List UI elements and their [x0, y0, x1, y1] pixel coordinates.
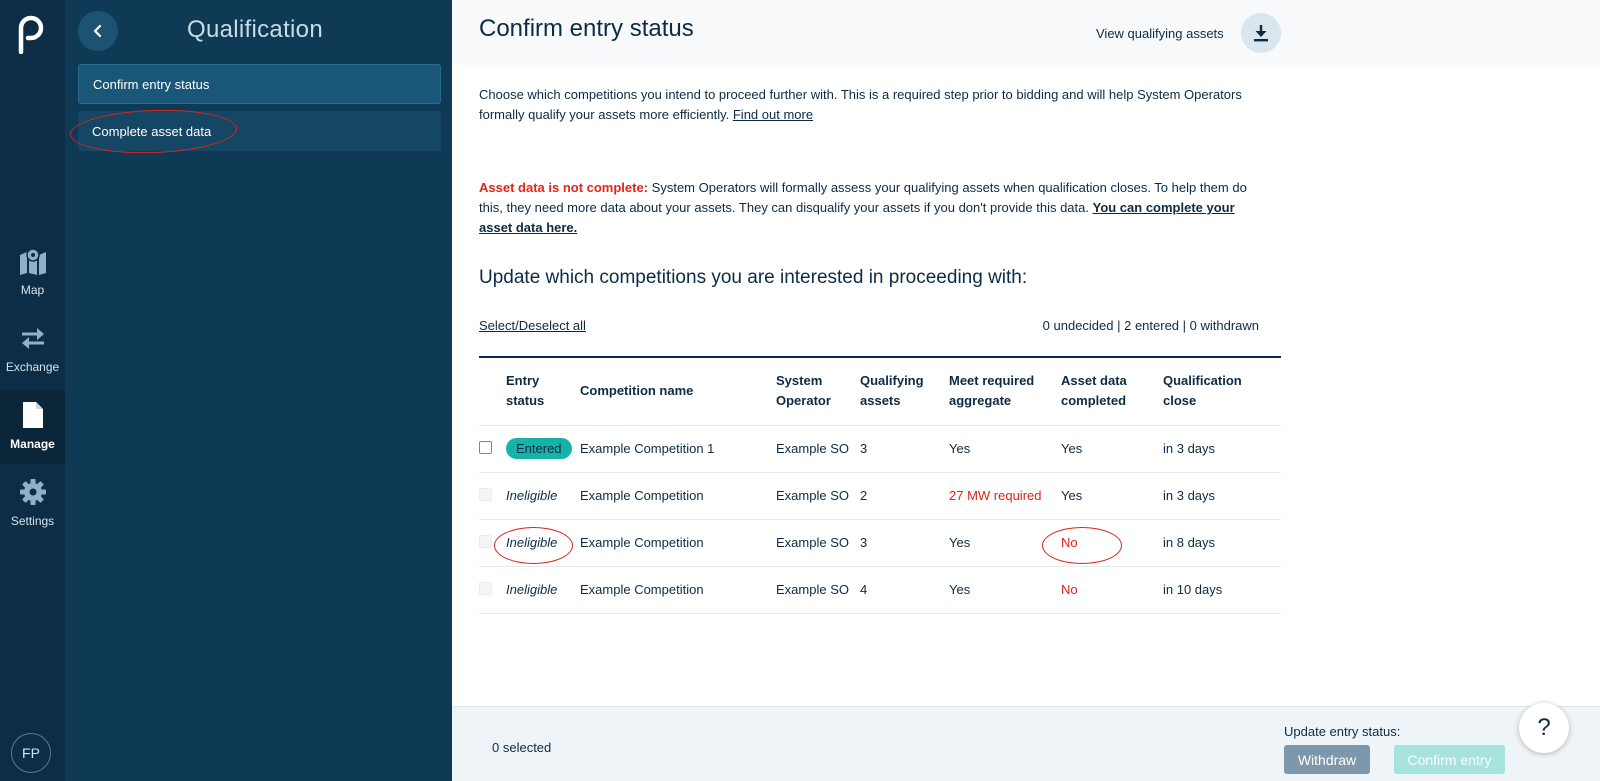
back-button[interactable]: [78, 11, 118, 51]
system-operator: Example SO: [776, 425, 860, 472]
header-entry-status: Entry status: [506, 373, 545, 409]
qualification-close: in 3 days: [1163, 425, 1281, 472]
nav-item-settings[interactable]: [0, 467, 65, 541]
header-system-operator: System Operator: [776, 373, 831, 409]
select-deselect-all-link[interactable]: Select/Deselect all: [479, 318, 586, 333]
sidebar-item-complete-asset-data[interactable]: Complete asset data: [78, 111, 441, 151]
chevron-left-icon: [92, 24, 104, 38]
asset-data-completed: Yes: [1061, 425, 1163, 472]
page-header: [452, 0, 1600, 65]
asset-data-warning: [479, 178, 1269, 238]
exchange-icon: [18, 323, 48, 353]
page-title: Confirm entry status: [479, 15, 694, 42]
system-operator: Example SO: [776, 519, 860, 566]
status-counts: 0 undecided | 2 entered | 0 withdrawn: [1042, 318, 1259, 333]
withdraw-button[interactable]: Withdraw: [1284, 745, 1370, 774]
qualification-close: in 3 days: [1163, 472, 1281, 519]
header-qualifying-assets: Qualifying assets: [860, 373, 924, 409]
table-row: [479, 566, 1281, 613]
header-qualification-close: Qualification close: [1163, 373, 1242, 409]
intro-text: [479, 85, 1279, 125]
header-competition-name: Competition name: [580, 383, 694, 399]
entry-status: Ineligible: [506, 519, 580, 566]
competition-name: Example Competition: [580, 519, 776, 566]
download-icon: [1253, 24, 1269, 42]
selected-count: 0 selected: [492, 740, 552, 755]
icon-rail: [0, 0, 65, 781]
update-entry-status-label: Update entry status:: [1284, 724, 1401, 739]
asset-data-completed: No: [1061, 566, 1163, 613]
row-checkbox: [479, 488, 492, 501]
nav-label-map: Map: [20, 283, 45, 297]
avatar[interactable]: FP: [11, 733, 51, 773]
qualifying-assets: 2: [860, 472, 949, 519]
nav-item-exchange[interactable]: [0, 313, 65, 387]
qualification-close: in 8 days: [1163, 519, 1281, 566]
complete-asset-data-link[interactable]: You can complete your asset data here.: [479, 200, 1235, 235]
table-header-row: [479, 357, 1281, 425]
header-meet-required-aggregate: Meet required aggregate: [949, 373, 1035, 409]
competition-name: Example Competition: [580, 566, 776, 613]
system-operator: Example SO: [776, 472, 860, 519]
download-button[interactable]: [1241, 13, 1281, 53]
header-checkbox: [479, 357, 506, 425]
intro-text-1: Choose which competitions you intend to proceed further with.: [479, 87, 838, 102]
qualifying-assets: 3: [860, 425, 949, 472]
confirm-entry-button[interactable]: Confirm entry: [1394, 745, 1505, 774]
sidebar-item-confirm-entry-status[interactable]: Confirm entry status: [78, 64, 441, 104]
document-icon: [18, 400, 48, 430]
competition-name: Example Competition 1: [580, 425, 776, 472]
row-checkbox: [479, 582, 492, 595]
system-operator: Example SO: [776, 566, 860, 613]
asset-data-completed: Yes: [1061, 472, 1163, 519]
nav-item-map[interactable]: [0, 236, 65, 310]
meet-required-aggregate: Yes: [949, 566, 1061, 613]
warning-text: System Operators will formally assess your qualifying assets when qualification closes. To help them do this, they need more data about your assets. They can disqualify your assets if you don't provide this data.: [479, 180, 1247, 215]
header-asset-data-completed: Asset data completed: [1061, 373, 1127, 409]
row-checkbox[interactable]: [479, 441, 492, 454]
qualification-close: in 10 days: [1163, 566, 1281, 613]
warning-label: Asset data is not complete:: [479, 180, 649, 195]
competitions-table: [479, 356, 1281, 614]
meet-required-aggregate: Yes: [949, 519, 1061, 566]
nav-item-manage[interactable]: [0, 390, 65, 464]
view-qualifying-assets-link[interactable]: View qualifying assets: [1096, 26, 1224, 41]
table-row: [479, 472, 1281, 519]
status-badge: Entered: [506, 438, 572, 459]
nav-label-settings: Settings: [10, 514, 55, 528]
nav-label-exchange: Exchange: [5, 360, 60, 374]
table-row: [479, 425, 1281, 472]
nav-label-manage: Manage: [10, 437, 55, 451]
entry-status: Ineligible: [506, 566, 580, 613]
asset-data-completed: No: [1061, 519, 1163, 566]
main-content: [452, 0, 1600, 781]
qualification-sidebar: [65, 0, 452, 781]
entry-status: Ineligible: [506, 472, 580, 519]
qualifying-assets: 4: [860, 566, 949, 613]
row-checkbox: [479, 535, 492, 548]
help-button[interactable]: ?: [1519, 703, 1569, 753]
intro-text-2: This is a required step prior to bidding and will help System Operators formally qualify your assets more efficiently.: [479, 87, 1242, 122]
action-footer: [452, 706, 1600, 781]
meet-required-aggregate: 27 MW required: [949, 472, 1061, 519]
competition-name: Example Competition: [580, 472, 776, 519]
meet-required-aggregate: Yes: [949, 425, 1061, 472]
find-out-more-link[interactable]: Find out more: [732, 107, 814, 122]
map-icon: [18, 246, 48, 276]
table-row: [479, 519, 1281, 566]
logo-icon[interactable]: [14, 14, 48, 54]
gear-icon: [18, 477, 48, 507]
qualifying-assets: 3: [860, 519, 949, 566]
section-title: Update which competitions you are interested in proceeding with:: [479, 267, 1028, 288]
sidebar-title: Qualification: [187, 16, 323, 43]
